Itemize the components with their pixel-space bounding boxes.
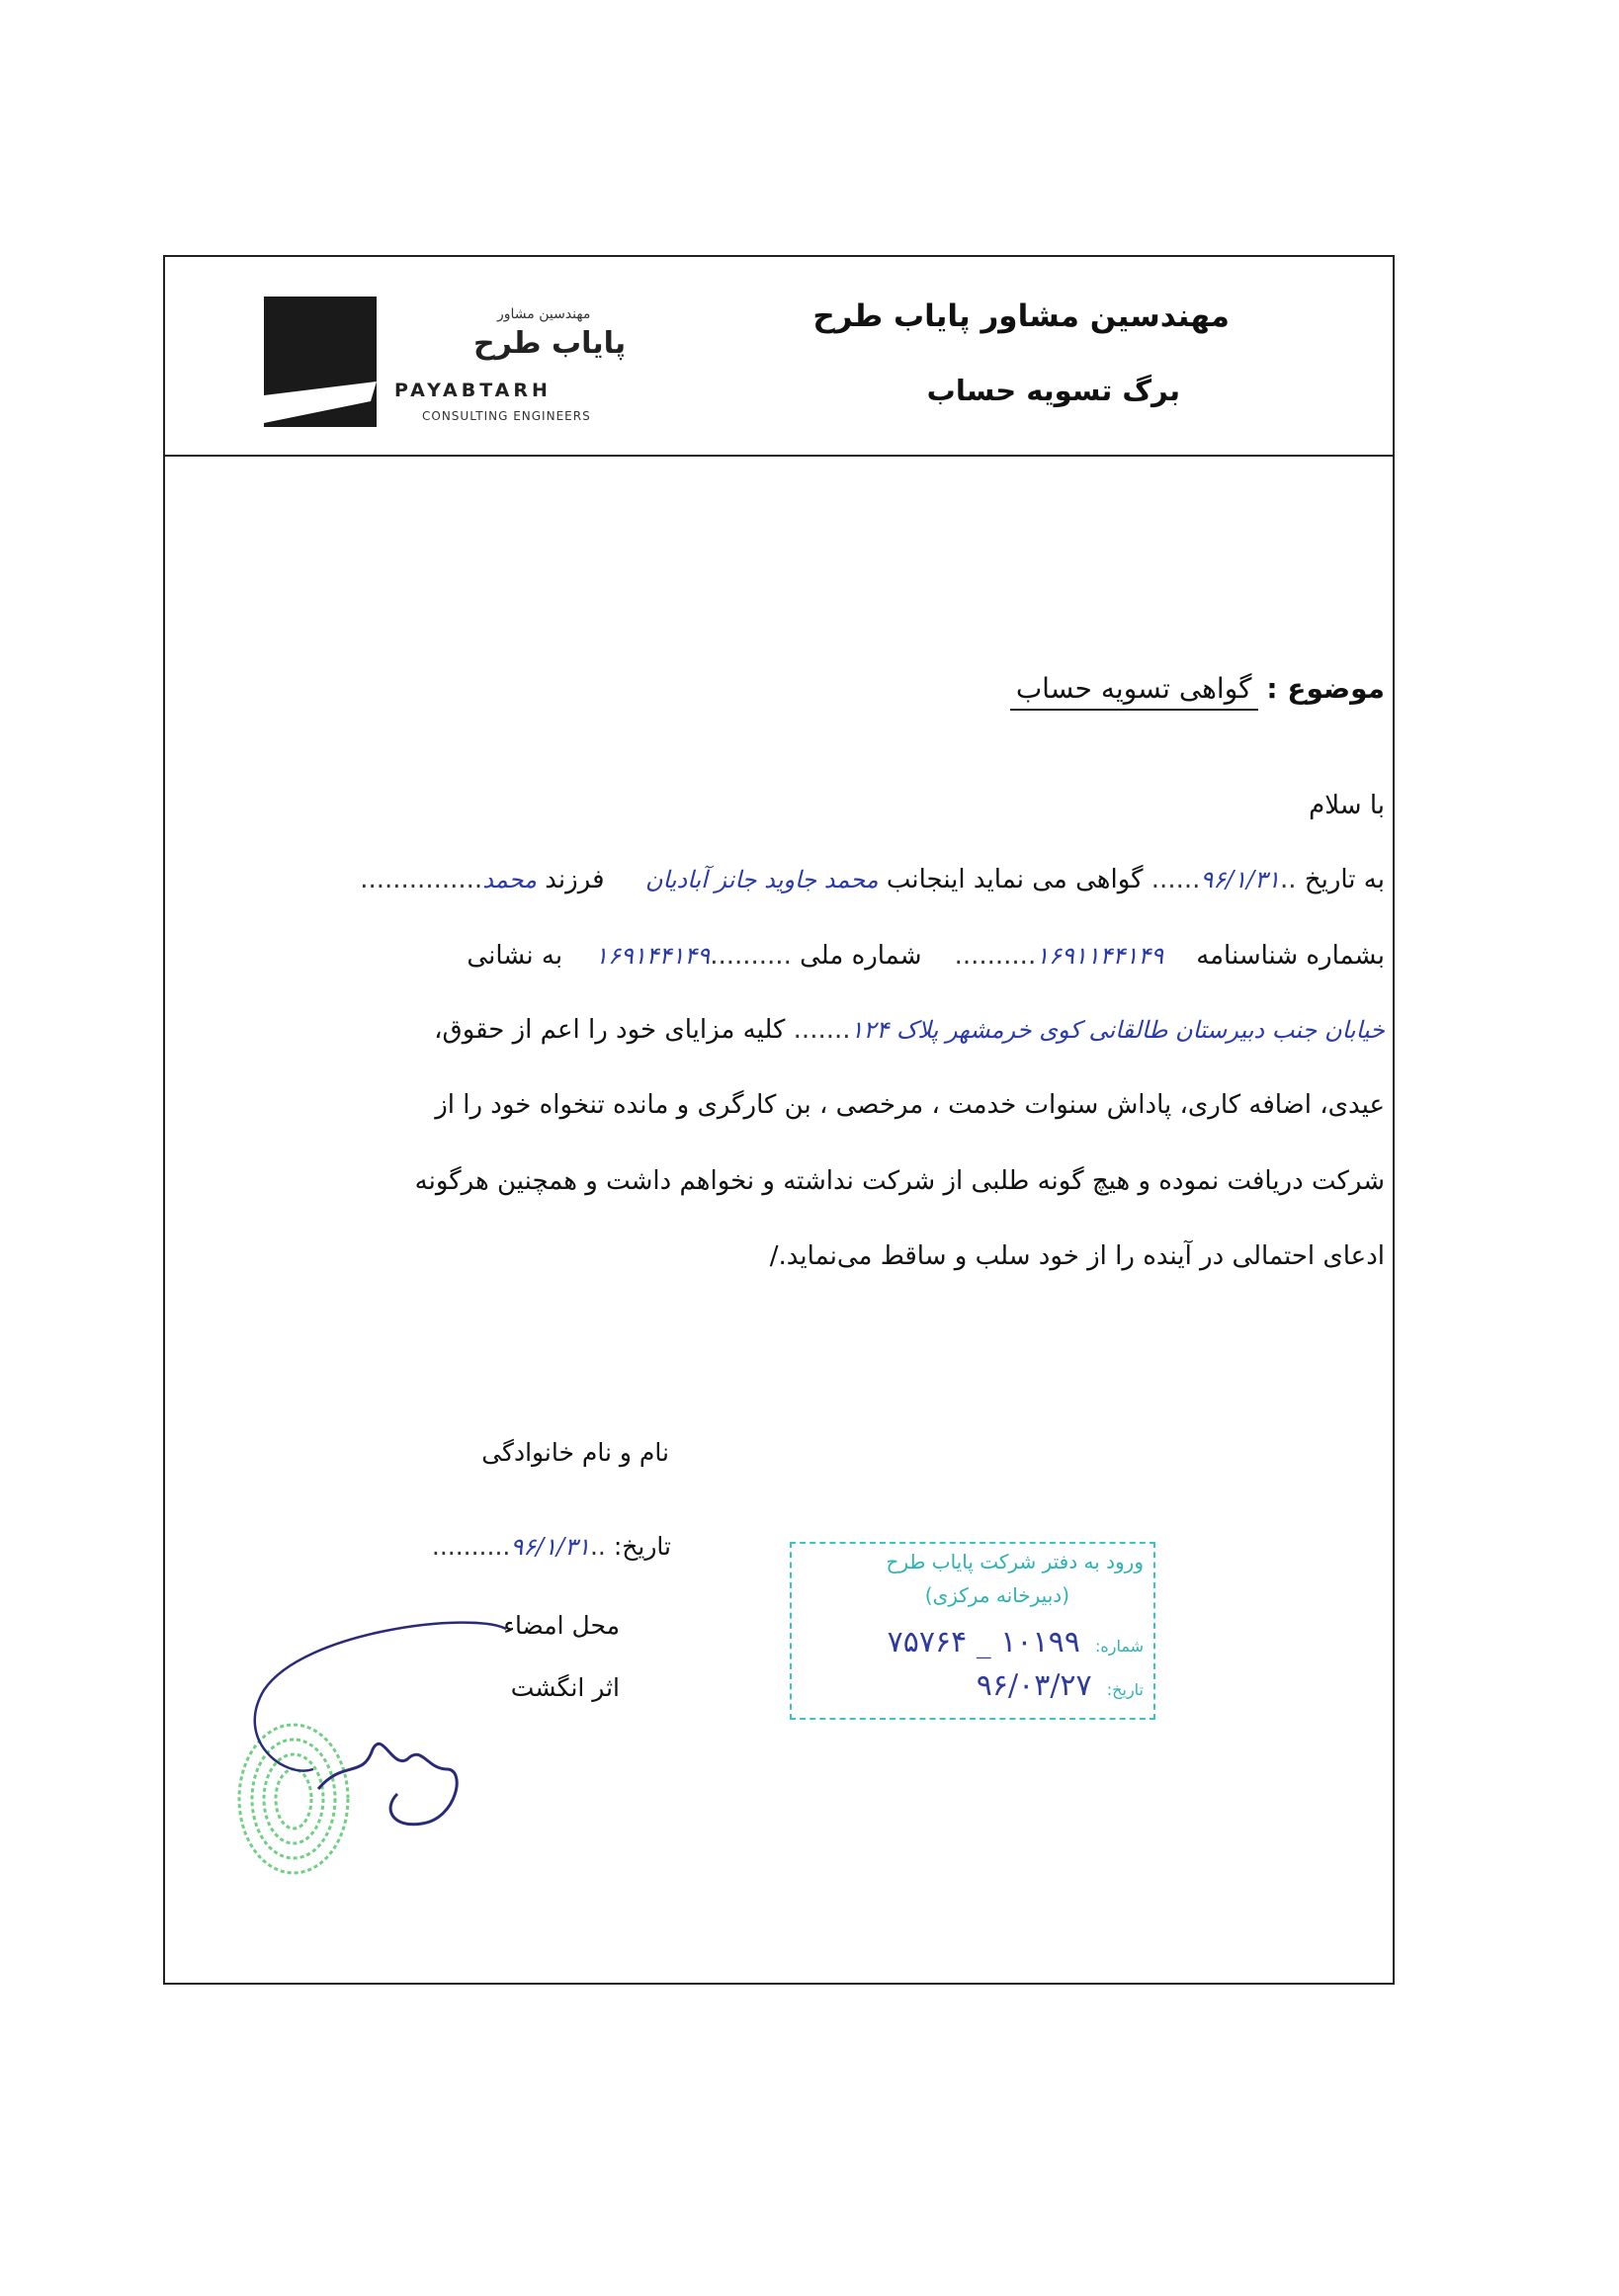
form-title: برگ تسویه حساب [926,374,1180,407]
logo-name-persian: پایاب طرح [473,326,627,361]
stamp-date-row [977,1668,1144,1703]
signature-and-thumbprint [224,1621,521,1908]
thumbprint-icon [239,1725,348,1873]
signature-date-row: تاریخ: ..۹۶/۱/۳۱.......... [431,1532,671,1561]
stamp-date-label: تاریخ: [1106,1680,1144,1699]
handwritten-address: خیابان جنب دبیرستان طالقانی کوی خرمشهر پلاک ۱۲۴ [850,1016,1385,1044]
company-name: مهندسین مشاور پایاب طرح [812,298,1230,334]
stamp-number-row [888,1625,1144,1659]
signature-loop-icon [255,1623,506,1771]
logo-mark-icon [264,297,377,427]
certify-text: گواهی می نماید اینجانب [886,865,1144,894]
id-number-prefix: بشماره شناسنامه [1196,941,1385,971]
stamp-number-label: شماره: [1094,1637,1144,1656]
handwritten-date: ۹۶/۱/۳۱ [1200,866,1281,893]
body-line-1: به تاریخ ..۹۶/۱/۳۱...... گواهی می نماید اینجانب محمد جاوید جانز آبادیان فرزند محمد............... [360,865,1385,894]
handwritten-father-name: محمد [482,866,538,893]
company-logo [264,297,639,435]
subject-label: موضوع : [1266,672,1385,705]
stamp-subtitle: (دبیرخانه مرکزی) [924,1583,1069,1607]
subject-value: گواهی تسویه حساب [1010,672,1258,711]
benefits-text: کلیه مزایای خود را اعم از حقوق، [434,1015,786,1045]
body-line-2: بشماره شناسنامه ۱۶۹۱۱۴۴۱۴۹.......... شماره ملی ..........۱۶۹۱۴۴۱۴۹ به نشانی [467,941,1385,971]
stamp-date-value: ۹۶/۰۳/۲۷ [976,1668,1092,1703]
stamp-title: ورود به دفتر شرکت پایاب طرح [886,1550,1144,1573]
national-id-label: شماره ملی [800,941,922,971]
body-line-3: خیابان جنب دبیرستان طالقانی کوی خرمشهر پلاک ۱۲۴....... کلیه مزایای خود را اعم از حقوق، [434,1015,1385,1045]
signature-place-label: محل امضاء [503,1611,620,1640]
thumbprint-label: اثر انگشت [510,1673,620,1702]
logo-subtitle-latin: CONSULTING ENGINEERS [422,409,591,423]
body-line-6: ادعای احتمالی در آینده را از خود سلب و ساقط می‌نماید./ [769,1241,1385,1271]
subject-row [1010,672,1385,705]
handwritten-national-id: ۱۶۹۱۴۴۱۴۹ [595,942,711,970]
date-prefix: به تاریخ [1304,865,1385,894]
form-frame [163,255,1395,1985]
body-line-5: شرکت دریافت نموده و هیچ گونه طلبی از شرکت نداشته و نخواهم داشت و همچنین هرگونه [414,1166,1385,1196]
header-divider [165,455,1393,457]
body-line-4: عیدی، اضافه کاری، پاداش سنوات خدمت ، مرخصی ، بن کارگری و مانده تنخواه خود را از [435,1090,1385,1120]
handwritten-id-number: ۱۶۹۱۱۴۴۱۴۹ [1036,942,1164,970]
full-name-label: نام و نام خانوادگی [481,1438,669,1467]
stamp-number-value: ۱۰۱۹۹ _ ۷۵۷۶۴ [887,1625,1080,1659]
registry-stamp [790,1542,1155,1720]
handwritten-name: محمد جاوید جانز آبادیان [644,866,879,893]
logo-subtitle-persian: مهندسین مشاور [497,306,591,322]
signature-date-label: تاریخ: [613,1532,671,1561]
greeting: با سلام [1309,791,1385,820]
signature-date-handwritten: ۹۶/۱/۳۱ [510,1533,590,1561]
address-label: به نشانی [467,941,563,971]
child-of-text: فرزند [545,865,605,894]
logo-name-latin: PAYABTARH [394,380,552,401]
